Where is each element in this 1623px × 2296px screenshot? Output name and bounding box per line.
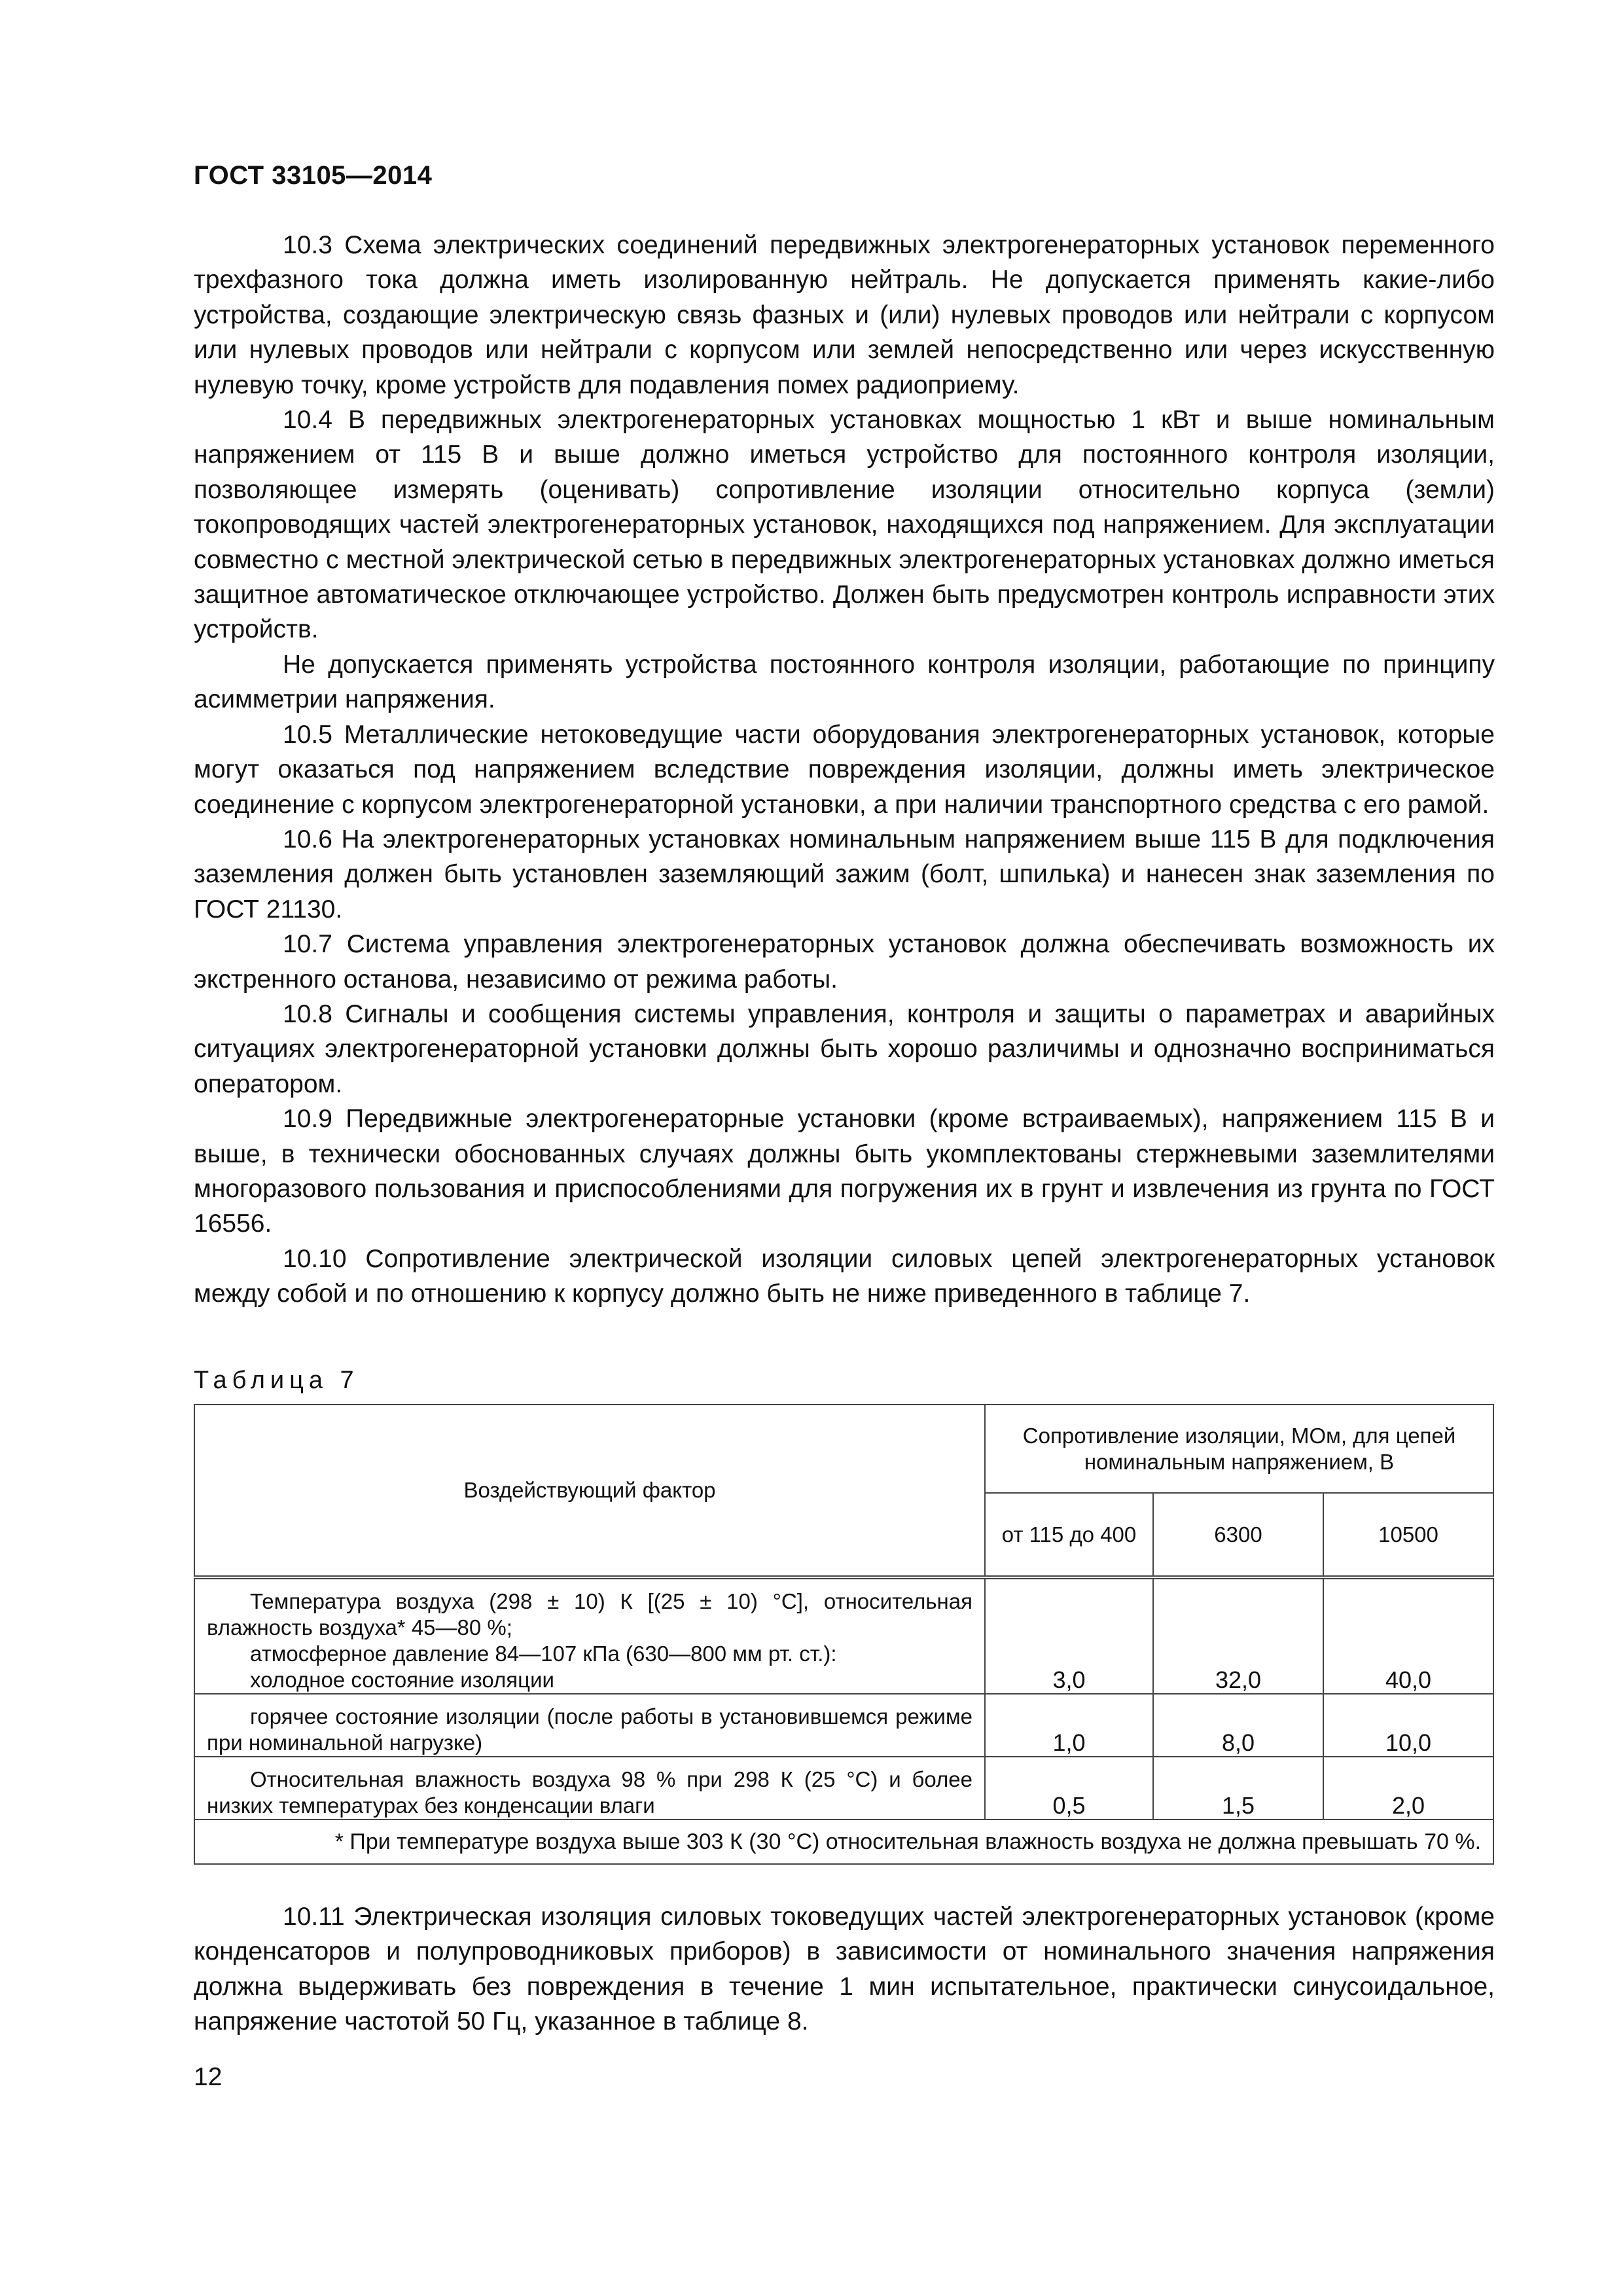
column-header-resistance-group: Сопротивление изоляции, МОм, для цепей номинальным напряжением, В [985, 1405, 1493, 1493]
column-header-10500: 10500 [1323, 1493, 1493, 1577]
paragraph-10-8: 10.8 Сигналы и сообщения системы управления, контроля и защиты о параметрах и аварийных ситуациях электрогенераторной установки должны быть хорошо различимы и однозначно восприниматься оператором. [194, 999, 1495, 1098]
paragraph-10-11: 10.11 Электрическая изоляция силовых токоведущих частей электрогенераторных установок (кроме конденсаторов и полупроводниковых приборов) в зависимости от номинального значения напряжения должна выдерживать без повреждения в течение 1 мин испытательное, практически синусоидальное, напряжение частотой 50 Гц, указанное в таблице 8. [194, 1903, 1495, 2036]
value-cell: 0,5 [985, 1757, 1153, 1820]
factor-text: холодное состояние изоляции [250, 1668, 554, 1692]
table-row [194, 1577, 1493, 1694]
paragraph-10-7: 10.7 Система управления электрогенераторных установок должна обеспечивать возможность их экстренного останова, независимо от режима работы. [194, 930, 1495, 994]
factor-text: горячее состояние изоляции (после работы в установившемся режиме при номинальной нагрузке) [207, 1704, 972, 1755]
table-row [194, 1694, 1493, 1757]
table-caption: Таблица 7 [194, 1367, 359, 1394]
factor-text: Температура воздуха (298 ± 10) К [(25 ± 10) °С], относительная влажность воздуха* 45—80 %; [207, 1589, 972, 1640]
table-footnote: * При температуре воздуха выше 303 К (30 °С) относительная влажность воздуха не должна превышать 70 %. [194, 1820, 1493, 1864]
column-header-factor: Воздействующий фактор [194, 1405, 985, 1577]
factor-cell [194, 1757, 985, 1820]
value-cell: 40,0 [1323, 1577, 1493, 1694]
insulation-resistance-table [194, 1404, 1494, 1865]
paragraph-10-9: 10.9 Передвижные электрогенераторные установки (кроме встраиваемых), напряжением 115 В и выше, в технически обоснованных случаях должны быть укомплектованы стержневыми заземлителями многоразового пользования и приспособлениями для погружения их в грунт и извлечения из грунта по ГОСТ 16556. [194, 1105, 1495, 1238]
column-header-115-400: от 115 до 400 [985, 1493, 1153, 1577]
value-cell: 8,0 [1153, 1694, 1323, 1757]
table-row [194, 1757, 1493, 1820]
value-cell: 1,0 [985, 1694, 1153, 1757]
document-body-continued [194, 1899, 1495, 2039]
paragraph-asymmetry-note: Не допускается применять устройства постоянного контроля изоляции, работающие по принципу асимметрии напряжения. [194, 650, 1495, 714]
factor-text: атмосферное давление 84—107 кПа (630—800 мм рт. ст.): [250, 1641, 837, 1666]
factor-cell [194, 1694, 985, 1757]
value-cell: 3,0 [985, 1577, 1153, 1694]
value-cell: 1,5 [1153, 1757, 1323, 1820]
paragraph-10-10: 10.10 Сопротивление электрической изоляции силовых цепей электрогенераторных установок между собой и по отношению к корпусу должно быть не ниже приведенного в таблице 7. [194, 1244, 1495, 1308]
paragraph-10-4: 10.4 В передвижных электрогенераторных установках мощностью 1 кВт и выше номинальным напряжением от 115 В и выше должно иметься устройство для постоянного контроля изоляции, позволяющее измерять (оценивать) сопротивление изоляции относительно корпуса (земли) токопроводящих частей электрогенераторных установок, находящихся под напряжением. Для эксплуатации совместно с местной электрической сетью в передвижных электрогенераторных установках должно иметься защитное автоматическое отключающее устройство. Должен быть предусмотрен контроль исправности этих устройств. [194, 406, 1495, 644]
value-cell: 32,0 [1153, 1577, 1323, 1694]
factor-cell [194, 1577, 985, 1694]
value-cell: 2,0 [1323, 1757, 1493, 1820]
paragraph-10-3: 10.3 Схема электрических соединений передвижных электрогенераторных установок переменного трехфазного тока должна иметь изолированную нейтраль. Не допускается применять какие-либо устройства, создающие электрическую связь фазных и (или) нулевых проводов или нейтрали с корпусом или нулевых проводов или нейтрали с корпусом или землей непосредственно или через искусственную нулевую точку, кроме устройств для подавления помех радиоприему. [194, 231, 1495, 399]
paragraph-10-6: 10.6 На электрогенераторных установках номинальным напряжением выше 115 В для подключения заземления должен быть установлен заземляющий зажим (болт, шпилька) и нанесен знак заземления по ГОСТ 21130. [194, 825, 1495, 924]
factor-text: Относительная влажность воздуха 98 % при 298 К (25 °С) и более низких температурах без конденсации влаги [207, 1767, 972, 1818]
document-header: ГОСТ 33105—2014 [194, 161, 433, 190]
page-number: 12 [194, 2063, 223, 2091]
paragraph-10-5: 10.5 Металлические нетоковедущие части оборудования электрогенераторных установок, которые могут оказаться под напряжением вследствие повреждения изоляции, должны иметь электрическое соединение с корпусом электрогенераторной установки, а при наличии транспортного средства с его рамой. [194, 720, 1495, 819]
column-header-6300: 6300 [1153, 1493, 1323, 1577]
document-body [194, 228, 1495, 1312]
value-cell: 10,0 [1323, 1694, 1493, 1757]
